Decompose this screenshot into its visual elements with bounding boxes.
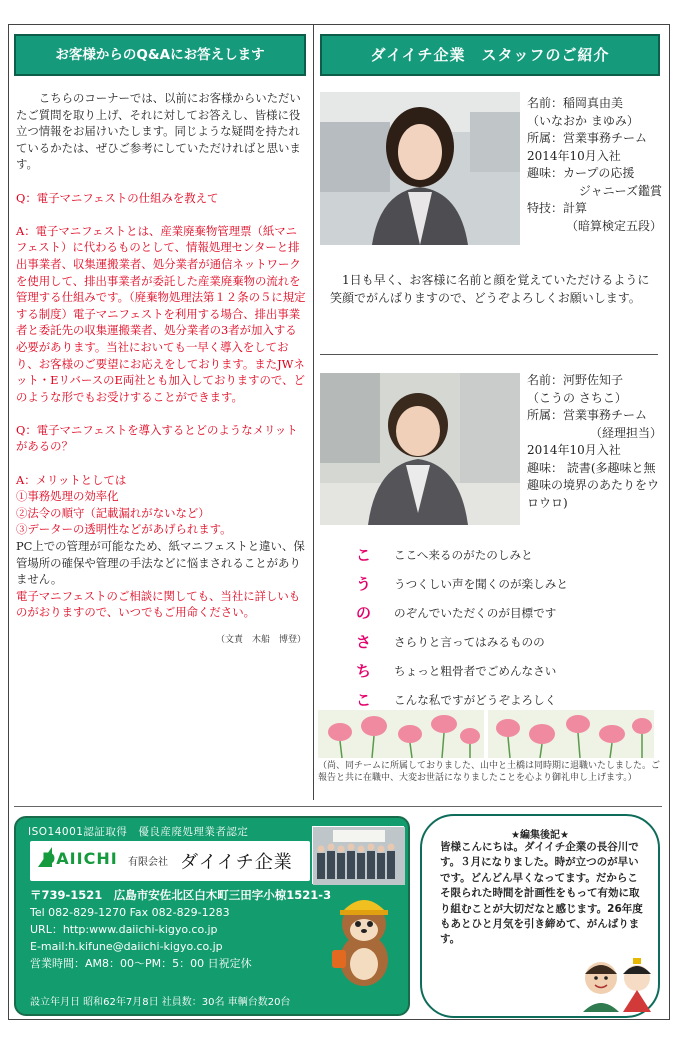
company-email[interactable]: E-mail:h.kifune@daiichi-kigyo.co.jp — [30, 940, 223, 953]
answer-2-item: ①事務処理の効率化 — [16, 489, 119, 504]
company-url[interactable]: URL：http:www.daiichi-kigyo.co.jp — [30, 923, 218, 936]
company-address: 〒739-1521 広島市安佐北区白木町三田字小椋1521-3 — [30, 888, 332, 902]
editor-note-body: 皆様こんにちは。ダイイチ企業の長谷川です。３月になりました。時が立つのが早いです。どんどん早くなってます。だからこそ限られた時間を計画性をもって有効に取り組むことが大切だなと感じます。26年度もあとひと月気を引き締めて、がんばります。 — [440, 841, 643, 946]
editor-avatar-icon — [577, 952, 657, 1012]
acrostic-line: う うつくしい声を聞くのが楽しみと — [356, 575, 568, 593]
company-established: 設立年月日 昭和62年7月8日 社員数：30名 車輌台数20台 — [30, 997, 291, 1008]
staff-photo-1 — [320, 92, 520, 245]
answer-2-intro: A：メリットとしては — [16, 472, 127, 487]
staff-1-skill: 特技：計算 — [527, 201, 588, 215]
answer-2-item: ②法令の順守（記載漏れがないなど） — [16, 505, 210, 520]
company-info-box — [14, 816, 410, 1016]
question-2: Q：電子マニフェストを導入するとどのようなメリットがあるの？ — [16, 422, 298, 454]
staff-1-joined: 2014年10月入社 — [527, 148, 621, 163]
editor-note-title: ★編集後記★ — [511, 830, 569, 841]
company-logo — [30, 841, 310, 881]
column-divider — [313, 24, 314, 800]
staff-1-hobby: ジャニーズ鑑賞 — [578, 183, 662, 198]
staff-2-joined: 2014年10月入社 — [527, 443, 621, 457]
qa-header: お客様からのQ&Aにお答えします — [14, 34, 306, 76]
question-1: Q：電子マニフェストの仕組みを教えて — [16, 190, 219, 205]
acrostic-poem — [356, 540, 656, 714]
company-type: 有限会社 — [128, 857, 168, 868]
staff-1-hobby: 趣味：カープの応援 — [527, 166, 635, 180]
answer-2 — [16, 472, 306, 621]
company-name: ダイイチ企業 — [180, 852, 293, 873]
staff-separator — [320, 354, 658, 355]
qa-column — [16, 90, 306, 648]
answer-2-item: ③データーの透明性などがあげられます。 — [16, 522, 232, 537]
staff-2-dept-detail: （経理担当） — [589, 425, 662, 440]
answer-2-close: 電子マニフェストのご相談に関しても、当社に詳しいものがおりますので、いつでもご用命ください。 — [16, 588, 301, 620]
acrostic-line: こ ここへ来るのがたのしみと — [356, 546, 533, 564]
acrostic-line: の のぞんでいただくのが目標です — [356, 604, 557, 622]
editor-note — [420, 814, 660, 1018]
acrostic-line: ち ちょっと粗骨者でごめんなさい — [356, 662, 557, 680]
company-tel: Tel 082-829-1270 Fax 082-829-1283 — [30, 906, 230, 919]
business-hours: 営業時間：AM8：00〜PM：5：00 日祝定休 — [30, 957, 252, 970]
staff-1-skill-detail: （暗算検定五段） — [565, 218, 662, 233]
acrostic-line: こ こんな私ですがどうぞよろしく — [356, 691, 557, 709]
flower-decoration — [318, 710, 484, 758]
mascot-icon — [328, 890, 400, 990]
company-contact — [30, 887, 331, 972]
retirement-note: （尚、同チームに所属しておりました、山中と土橋は同時期に退職いたしました。ご報告と共に在職中、大変お世話になりましたことを心より御礼申し上げます。） — [318, 761, 661, 783]
staff-profile-2 — [527, 372, 662, 512]
qa-intro: こちらのコーナーでは、以前にお客様からいただいたご質問を取り上げ、それに対してお答えし、皆様に役立つ情報をお届けいたします。同じような疑問を持たれているかたは、ぜひご参考にしていただければと思います。 — [16, 91, 301, 172]
flower-decoration — [488, 710, 654, 758]
certification: ISO14001認証取得 優良産廃処理業者認定 — [28, 826, 249, 838]
staff-profile-1 — [527, 95, 662, 235]
staff-2-reading: （こうの さちこ） — [527, 390, 627, 405]
staff-group-photo — [312, 826, 404, 884]
staff-photo-2 — [320, 373, 520, 525]
answer-1: A：電子マニフェストとは、産業廃棄物管理票（紙マニフェスト）に代わるものとして、情報処理センターと排出事業者、収集運搬業者、処分業者が通信ネットワークを使用して、排出事業者が委託した産業廃棄物の流れを管理する仕組みです。（廃棄物処理法第１２条の５に規定する制度）電子マニフェストを利用する場合、排出事業者と委託先の収集運搬業者、処分業者の3者が加入する必要があります。当社においても一早く導入をしており、お客様のご要望にお応えをしております。またJWネット・EリバースのE両社とも加入しておりますので、どのような形でもお受けすることができます。 — [16, 223, 306, 404]
staff-1-dept: 所属：営業事務チーム — [527, 131, 648, 145]
answer-2-body: PC上での管理が可能なため、紙マニフェストと違い、保管場所の確保や管理の手法などに悩まされることがありません。 — [16, 539, 305, 587]
signature: （文責 木船 博登） — [215, 634, 306, 645]
staff-1-name: 名前：稲岡真由美 — [527, 96, 624, 110]
logo-mark: DAIICHI — [38, 847, 118, 868]
staff-1-reading: （いなおか まゆみ） — [527, 113, 639, 128]
staff-2-dept: 所属：営業事務チーム — [527, 408, 648, 422]
staff-header: ダイイチ企業 スタッフのご紹介 — [320, 34, 660, 76]
acrostic-line: さ さらりと言ってはみるものの — [356, 633, 545, 651]
staff-2-name: 名前：河野佐知子 — [527, 373, 624, 387]
staff-2-hobby: 趣味： 読書(多趣味と無趣味の境界のあたりをウロウロ) — [527, 460, 660, 510]
footer-divider — [14, 806, 662, 807]
staff-1-message: 1日も早く、お客様に名前と顔を覚えていただけるように笑顔でがんばりますので、どうぞよろしくお願いします。 — [330, 273, 650, 305]
